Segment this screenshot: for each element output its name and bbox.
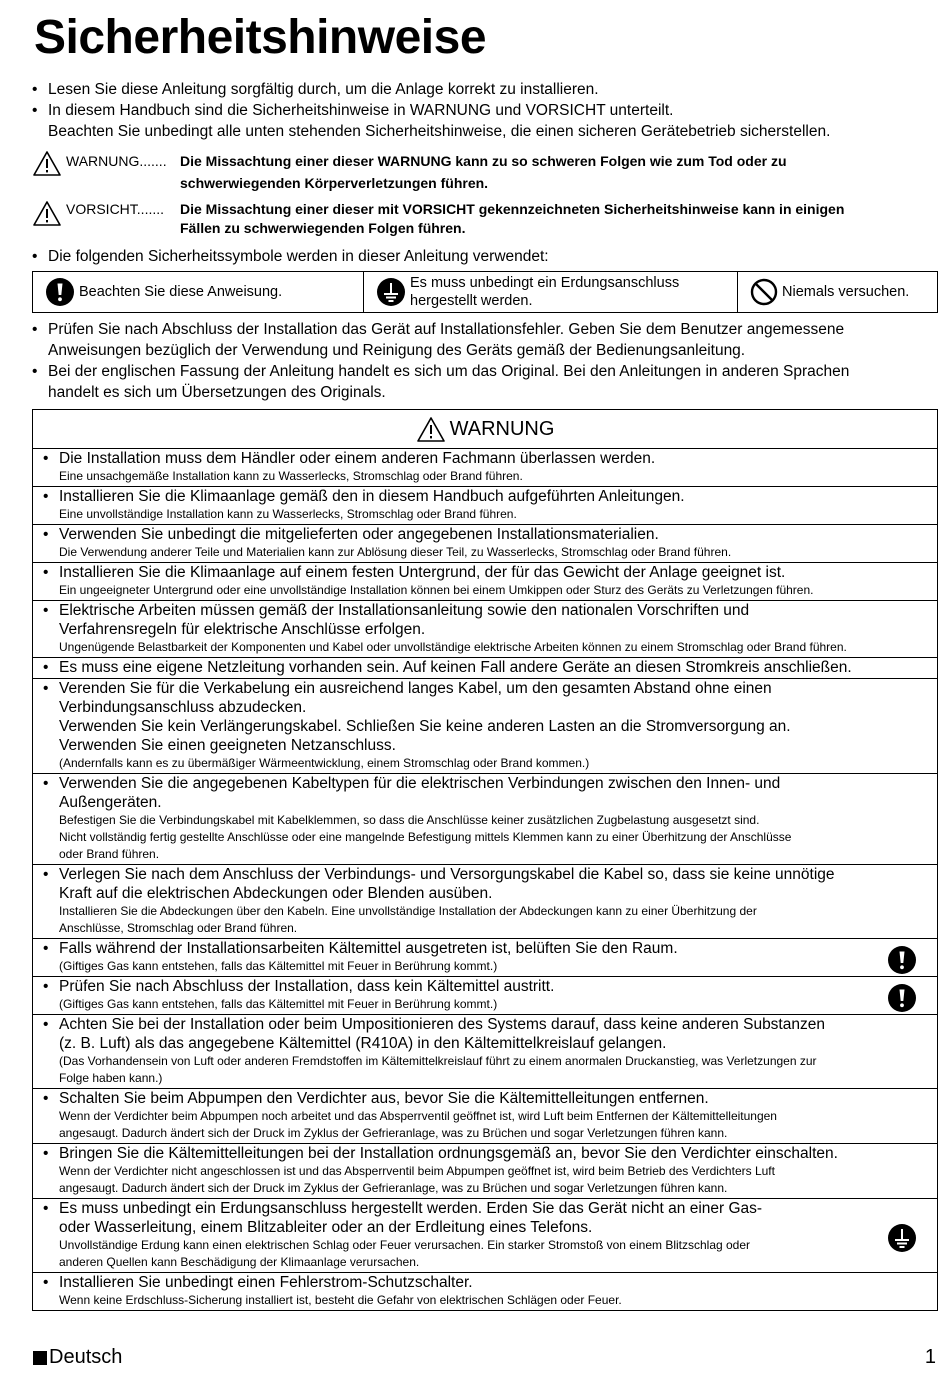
warning-level-text-line-1: Die Missachtung einer dieser WARNUNG kann zu so schweren Folgen wie zum Tod oder zu xyxy=(180,153,787,169)
warning-item xyxy=(33,1144,937,1199)
warning-item-note: Eine unvollständige Installation kann zu Wasserlecks, Stromschlag oder Brand führen. xyxy=(59,507,517,521)
warning-item-note: Ein ungeeigneter Untergrund oder eine unvollständige Installation können bei einem Umkippen oder Sturz des Geräts zu Verletzungen führen. xyxy=(59,583,814,597)
warning-item xyxy=(33,525,937,563)
warning-item-note: (Das Vorhandensein von Luft oder anderen Fremdstoffen im Kältemittelkreislauf führt zu einem anormalen Druckanstieg, was Verletzungen zur xyxy=(59,1054,817,1068)
symbol-ground-label-line-2: hergestellt werden. xyxy=(410,293,533,309)
warning-item-note: Anschlüsse, Stromschlag oder Brand führen. xyxy=(59,921,298,935)
warning-item-text: • Verwenden Sie unbedingt die mitgelieferten oder angegebenen Installationsmaterialien. xyxy=(59,526,659,543)
after-bullet-2-continuation: handelt es sich um Übersetzungen des Originals. xyxy=(48,384,386,401)
warning-item-text: Verwenden Sie kein Verlängerungskabel. Schließen Sie keine anderen Lasten an die Stromversorgung an. xyxy=(59,718,791,735)
warning-table-heading: WARNUNG xyxy=(449,417,555,440)
caution-triangle-icon xyxy=(32,200,62,227)
warning-item-text: • Achten Sie bei der Installation oder beim Umpositionieren des Systems darauf, dass keine anderen Substanzen xyxy=(59,1016,825,1033)
warning-item-note: Eine unsachgemäße Installation kann zu Wasserlecks, Stromschlag oder Brand führen. xyxy=(59,469,523,483)
warning-item-text: • Bringen Sie die Kältemittelleitungen bei der Installation ordnungsgemäß an, bevor Sie den Verdichter einschalten. xyxy=(59,1145,838,1162)
caution-level-label: VORSICHT....... xyxy=(66,201,165,217)
warning-item-text: Außengeräten. xyxy=(59,794,162,811)
footer-language xyxy=(33,1346,122,1369)
warning-item-text: Kraft auf die elektrischen Abdeckungen oder Blenden ausüben. xyxy=(59,885,493,902)
intro-bullet-1: • Lesen Sie diese Anleitung sorgfältig durch, um die Anlage korrekt zu installieren. xyxy=(32,79,932,100)
warning-level-label: WARNUNG....... xyxy=(66,153,167,169)
symbol-observe-label: Beachten Sie diese Anweisung. xyxy=(79,284,283,300)
warning-item xyxy=(33,601,937,658)
symbol-never-label: Niemals versuchen. xyxy=(782,284,910,300)
warning-item-text: • Verenden Sie für die Verkabelung ein ausreichend langes Kabel, um den gesamten Abstand ohne einen xyxy=(59,680,772,697)
intro-bullet-2: • In diesem Handbuch sind die Sicherheitshinweise in WARNUNG und VORSICHT unterteilt. xyxy=(32,100,932,121)
warning-item-text: Verfahrensregeln für elektrische Anschlüsse erfolgen. xyxy=(59,621,426,638)
page-number: 1 xyxy=(924,1346,936,1368)
warning-item xyxy=(33,1199,937,1273)
warning-item xyxy=(33,658,937,679)
ground-icon xyxy=(887,1223,917,1253)
symbol-cell-never xyxy=(737,272,937,312)
symbols-intro: • Die folgenden Sicherheitssymbole werden in dieser Anleitung verwendet: xyxy=(32,246,549,267)
warning-level-definition xyxy=(32,150,932,194)
warning-item-note: Installieren Sie die Abdeckungen über den Kabeln. Eine unvollständige Installation der Abdeckungen kann zu einer Überhitzung der xyxy=(59,904,757,918)
warning-item xyxy=(33,1015,937,1089)
after-bullet-2: • Bei der englischen Fassung der Anleitung handelt es sich um das Original. Bei den Anleitungen in anderen Sprachen xyxy=(32,361,938,382)
warning-item-note: Nicht vollständig fertig gestellte Anschlüsse oder eine mangelnde Befestigung mittels Klemmen kann zu einer Überhitzung der Anschlüsse xyxy=(59,830,792,844)
warning-item-text: • Die Installation muss dem Händler oder einem anderen Fachmann überlassen werden. xyxy=(59,450,656,467)
warning-item-text: • Schalten Sie beim Abpumpen den Verdichter aus, bevor Sie die Kältemittelleitungen entfernen. xyxy=(59,1090,709,1107)
warning-item-note: Die Verwendung anderer Teile und Materialien kann zur Ablösung dieser Teil, zu Wasserlecks, Stromschlag oder Brand führen. xyxy=(59,545,732,559)
square-bullet-icon xyxy=(33,1351,47,1365)
warning-item-text: • Elektrische Arbeiten müssen gemäß der Installationsanleitung sowie den nationalen Vorschriften und xyxy=(59,602,750,619)
warning-item-note: (Andernfalls kann es zu übermäßiger Wärmeentwicklung, einem Stromschlag oder Brand kommen.) xyxy=(59,756,590,770)
after-list xyxy=(32,319,938,403)
warning-level-text-line-2: schwerwiegenden Körperverletzungen führen. xyxy=(180,175,489,191)
warning-item-note: (Giftiges Gas kann entstehen, falls das Kältemittel mit Feuer in Berührung kommt.) xyxy=(59,997,498,1011)
warning-item-text: oder Wasserleitung, einem Blitzableiter oder an der Erdleitung eines Telefons. xyxy=(59,1219,593,1236)
warning-item-note: Wenn der Verdichter nicht angeschlossen ist und das Absperrventil beim Abpumpen geöffnet ist, wird beim Betrieb des Verdichters Luft xyxy=(59,1164,775,1178)
exclamation-icon xyxy=(887,983,917,1013)
ground-icon xyxy=(376,277,406,307)
warning-item-text: • Installieren Sie unbedingt einen Fehlerstrom-Schutzschalter. xyxy=(59,1274,473,1291)
warning-item-text: Verbindungsanschluss abzudecken. xyxy=(59,699,307,716)
prohibited-icon xyxy=(750,278,778,306)
warning-item-text: Verwenden Sie einen geeigneten Netzanschluss. xyxy=(59,737,396,754)
warning-item-text: (z. B. Luft) als das angegebene Kältemittel (R410A) in den Kältemittelkreislauf gelangen. xyxy=(59,1035,667,1052)
page-title: Sicherheitshinweise xyxy=(34,11,487,64)
warning-item xyxy=(33,939,937,977)
caution-level-text-line-1: Die Missachtung einer dieser mit VORSICHT gekennzeichneten Sicherheitshinweise kann in einigen xyxy=(180,201,845,217)
warning-item xyxy=(33,679,937,774)
warning-item-note: Wenn der Verdichter beim Abpumpen noch arbeitet und das Absperrventil geöffnet ist, wird Luft beim Entfernen der Kältemittelleitungen xyxy=(59,1109,777,1123)
warning-item-note: Folge haben kann.) xyxy=(59,1071,163,1085)
warning-item-note: angesaugt. Dadurch ändert sich der Druck im Zyklus der Gefrieranlage, was zu Brüchen und sogar Verletzungen führen kann. xyxy=(59,1181,728,1195)
caution-level-text-line-2: Fällen zu schwerwiegenden Folgen führen. xyxy=(180,220,466,236)
warning-item xyxy=(33,487,937,525)
warning-rows xyxy=(33,449,937,1310)
after-bullet-1-continuation: Anweisungen bezüglich der Verwendung und Reinigung des Geräts gemäß der Bedienungsanleitung. xyxy=(48,342,746,359)
warning-item xyxy=(33,449,937,487)
warning-item xyxy=(33,865,937,939)
warning-item-note: oder Brand führen. xyxy=(59,847,160,861)
caution-level-definition xyxy=(32,200,932,238)
warning-table-header xyxy=(33,410,937,449)
footer-language-label: Deutsch xyxy=(49,1346,123,1368)
warning-item xyxy=(33,977,937,1015)
warning-item-text: • Falls während der Installationsarbeiten Kältemittel ausgetreten ist, belüften Sie den Raum. xyxy=(59,940,678,957)
warning-item-text: • Installieren Sie die Klimaanlage gemäß den in diesem Handbuch aufgeführten Anleitungen. xyxy=(59,488,685,505)
warning-item-note: Befestigen Sie die Verbindungskabel mit Kabelklemmen, so dass die Anschlüsse keiner zusätzlichen Zugbelastung ausgesetzt sind. xyxy=(59,813,760,827)
warning-item-note: Wenn keine Erdschluss-Sicherung installiert ist, besteht die Gefahr von elektrischen Schlägen oder Feuer. xyxy=(59,1293,622,1307)
warning-item-text: • Es muss eine eigene Netzleitung vorhanden sein. Auf keinen Fall andere Geräte an diesen Stromkreis anschließen. xyxy=(59,659,852,676)
warning-item-note: Ungenügende Belastbarkeit der Komponenten und Kabel oder unvollständige elektrische Arbeiten können zu einem Stromschlag oder Brand führen. xyxy=(59,640,847,654)
warning-triangle-icon xyxy=(416,416,446,443)
exclamation-icon xyxy=(887,945,917,975)
after-bullet-1: • Prüfen Sie nach Abschluss der Installation das Gerät auf Installationsfehler. Geben Sie dem Benutzer angemessene xyxy=(32,319,938,340)
warning-item-text: • Installieren Sie die Klimaanlage auf einem festen Untergrund, der für das Gewicht der Anlage geeignet ist. xyxy=(59,564,786,581)
warning-table xyxy=(32,409,938,1311)
warning-item-text: • Es muss unbedingt ein Erdungsanschluss hergestellt werden. Erden Sie das Gerät nicht an einer Gas- xyxy=(59,1200,763,1217)
warning-item-text: • Verwenden Sie die angegebenen Kabeltypen für die elektrischen Verbindungen zwischen den Innen- und xyxy=(59,775,781,792)
warning-item-note: anderen Quellen kann Beschädigung der Klimaanlage verursachen. xyxy=(59,1255,420,1269)
warning-triangle-icon xyxy=(32,150,62,177)
warning-item xyxy=(33,1089,937,1144)
intro-bullet-2-continuation: Beachten Sie unbedingt alle unten stehenden Sicherheitshinweise, die einen sicheren Gerätebetrieb sicherstellen. xyxy=(48,123,831,140)
warning-item-text: • Prüfen Sie nach Abschluss der Installation, dass kein Kältemittel austritt. xyxy=(59,978,555,995)
symbol-cell-ground xyxy=(363,272,737,312)
symbol-cell-observe xyxy=(33,272,363,312)
warning-item-note: angesaugt. Dadurch ändert sich der Druck im Zyklus der Gefrieranlage, was zu Brüchen und sogar Verletzungen führen kann. xyxy=(59,1126,728,1140)
warning-item xyxy=(33,1273,937,1310)
symbols-table xyxy=(32,271,938,313)
exclamation-icon xyxy=(45,277,75,307)
warning-item xyxy=(33,563,937,601)
warning-item-note: Unvollständige Erdung kann einen elektrischen Schlag oder Feuer verursachen. Ein starker Stromstoß von einem Blitzschlag oder xyxy=(59,1238,751,1252)
warning-item-note: (Giftiges Gas kann entstehen, falls das Kältemittel mit Feuer in Berührung kommt.) xyxy=(59,959,498,973)
symbol-ground-label-line-1: Es muss unbedingt ein Erdungsanschluss xyxy=(410,275,680,291)
warning-item xyxy=(33,774,937,865)
intro-list xyxy=(32,79,932,142)
warning-item-text: • Verlegen Sie nach dem Anschluss der Verbindungs- und Versorgungskabel die Kabel so, dass sie keine unnötige xyxy=(59,866,835,883)
